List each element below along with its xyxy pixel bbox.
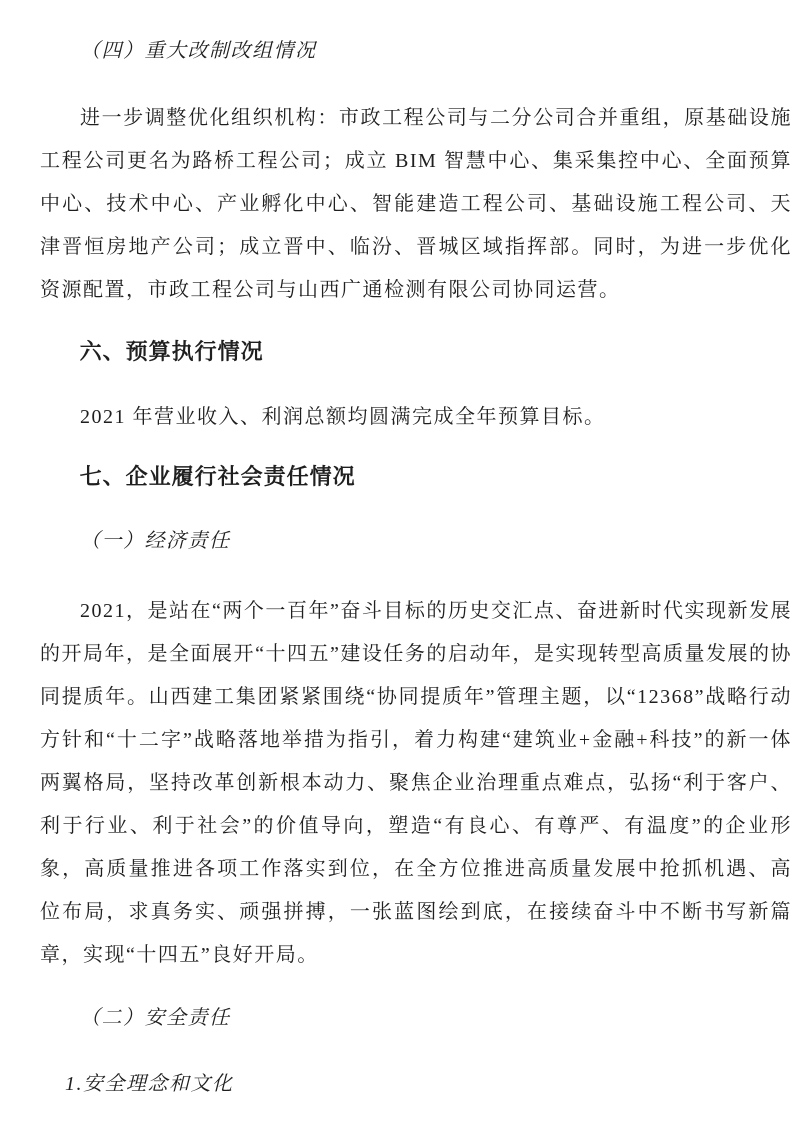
subsection-heading-economic-responsibility: （一）经济责任 xyxy=(80,530,231,552)
section-heading-budget-execution: 六、预算执行情况 xyxy=(79,339,264,364)
subsection-heading-safety-responsibility: （二）安全责任 xyxy=(80,1007,231,1029)
paragraph-budget-result: 2021 年营业收入、利润总额均圆满完成全年预算目标。 xyxy=(80,406,606,428)
section-heading-social-responsibility: 七、企业履行社会责任情况 xyxy=(79,464,356,489)
subsection-heading-reform: （四）重大改制改组情况 xyxy=(80,40,317,62)
item-safety-concept-and-culture: 1.安全理念和文化 xyxy=(65,1073,234,1095)
paragraph-economic-responsibility: 2021，是站在“两个一百年”奋斗目标的历史交汇点、奋进新时代实现新发展的开局年，是全面展开“十四五”建设任务的启动年，是实现转型高质量发展的协同提质年。山西建工集团紧紧围绕“协同提质年”管理主题，以“12368”战略行动方针和“十二字”战略落地举措为指引，着力构建“建筑业+金融+科技”的新一体两翼格局，坚持改革创新根本动力、聚焦企业治理重点难点，弘扬“利于客户、利于行业、利于社会”的价值导向，塑造“有良心、有尊严、有温度”的企业形象，高质量推进各项工作落实到位，在全方位推进高质量发展中抢抓机遇、高位布局，求真务实、顽强拼搏，一张蓝图绘到底，在接续奋斗中不断书写新篇章，实现“十四五”良好开局。 xyxy=(40,600,792,966)
paragraph-reform-details: 进一步调整优化组织机构：市政工程公司与二分公司合并重组，原基础设施工程公司更名为路桥工程公司；成立 BIM 智慧中心、集采集控中心、全面预算中心、技术中心、产业孵化中心、智能建造工程公司、基础设施工程公司、天津晋恒房地产公司；成立晋中、临汾、晋城区域指挥部。同时，为进一步优化资源配置，市政工程公司与山西广通检测有限公司协同运营。 xyxy=(40,107,792,301)
